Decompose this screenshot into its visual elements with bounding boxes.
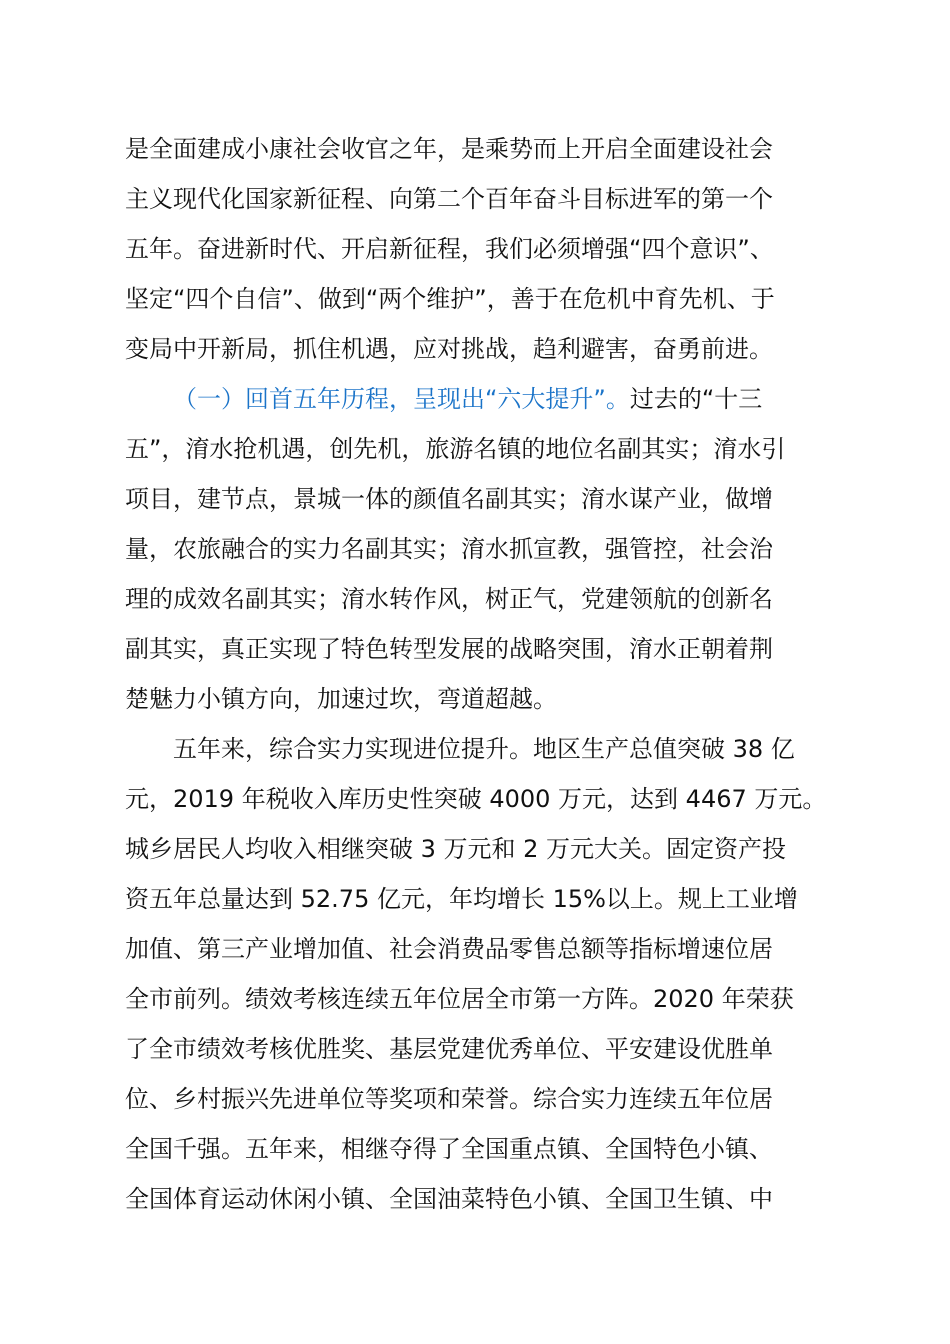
text-line-21: 全国千强。五年来，相继夺得了全国重点镇、全国特色小镇、	[125, 1135, 773, 1163]
text-line-18: 全市前列。绩效考核连续五年位居全市第一方阵。2020 年荣获	[125, 985, 794, 1013]
text-line-12: 楚魅力小镇方向，加速过坎，弯道超越。	[125, 685, 557, 713]
text-line-22: 全国体育运动休闲小镇、全国油菜特色小镇、全国卫生镇、中	[125, 1185, 773, 1213]
paragraph-start-line: 五年来，综合实力实现进位提升。地区生产总值突破 38 亿	[173, 735, 795, 763]
text-line-20: 位、乡村振兴先进单位等奖项和荣誉。综合实力连续五年位居	[125, 1085, 773, 1113]
text-line-19: 了全市绩效考核优胜奖、基层党建优秀单位、平安建设优胜单	[125, 1035, 773, 1063]
text-line-7: 五”，淯水抢机遇，创先机，旅游名镇的地位名副其实；淯水引	[125, 435, 786, 463]
text-line-11: 副其实，真正实现了特色转型发展的战略突围，淯水正朝着荆	[125, 635, 773, 663]
text-line-10: 理的成效名副其实；淯水转作风，树正气，党建领航的创新名	[125, 585, 773, 613]
text-line-1: 是全面建成小康社会收官之年，是乘势而上开启全面建设社会	[125, 135, 773, 163]
text-line-15: 城乡居民人均收入相继突破 3 万元和 2 万元大关。固定资产投	[125, 835, 787, 863]
text-line-8: 项目，建节点，景城一体的颜值名副其实；淯水谋产业，做增	[125, 485, 773, 513]
heading-line-continuation: 过去的“十三	[629, 385, 763, 413]
section-heading-line	[173, 382, 950, 416]
text-line-16: 资五年总量达到 52.75 亿元，年均增长 15%以上。规上工业增	[125, 885, 798, 913]
text-line-17: 加值、第三产业增加值、社会消费品零售总额等指标增速位居	[125, 935, 773, 963]
text-line-3: 五年。奋进新时代、开启新征程，我们必须增强“四个意识”、	[125, 235, 774, 263]
text-line-9: 量，农旅融合的实力名副其实；淯水抓宣教，强管控，社会治	[125, 535, 773, 563]
text-line-5: 变局中开新局，抓住机遇，应对挑战，趋利避害，奋勇前进。	[125, 335, 773, 363]
text-line-4: 坚定“四个自信”、做到“两个维护”，善于在危机中育先机、于	[125, 285, 775, 313]
text-line-14: 元，2019 年税收入库历史性突破 4000 万元，达到 4467 万元。	[125, 785, 827, 813]
text-line-2: 主义现代化国家新征程、向第二个百年奋斗目标进军的第一个	[125, 185, 773, 213]
section-heading: （一）回首五年历程，呈现出“六大提升”。	[173, 385, 630, 413]
